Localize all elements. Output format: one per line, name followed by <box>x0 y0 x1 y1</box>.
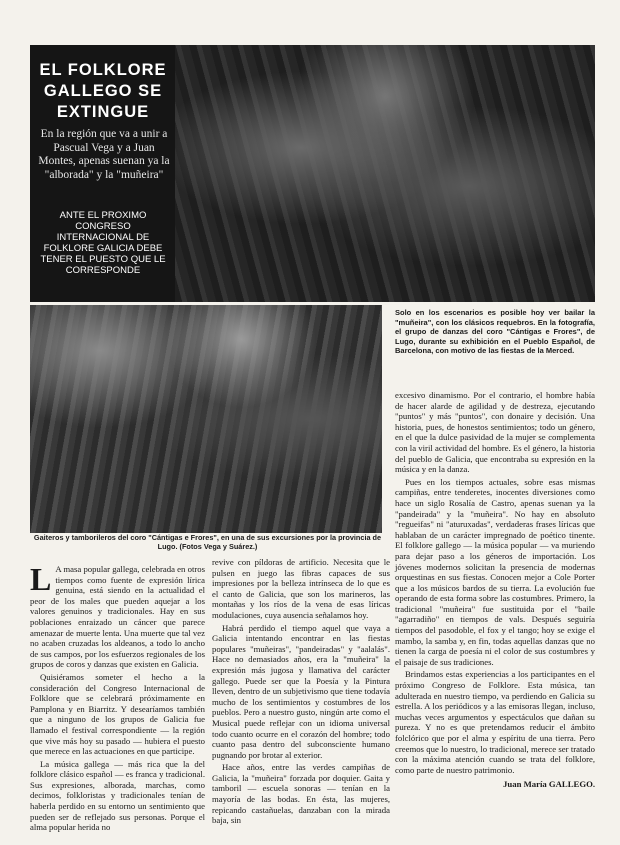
drop-cap: L <box>30 561 52 597</box>
photo-dancers <box>175 45 595 302</box>
article-column-3 <box>395 390 595 792</box>
paragraph: Brindamos estas experiencias a los participantes en el próximo Congreso de Folklore. Esta música, tan adulterada en nuestro tiempo, va perdiendo en Galicia su estrella. A los periódicos y a las emisoras llegan, incluso, muchas veces argumentos y espectáculos que dañan su pureza. Y no es que pretendamos reducir el ámbito folclórico que por el alma y espíritu de una tierra. Pero creemos que lo nuestro, lo tradicional, merece ser tratado con la máxima atención cuando se trata del folklore, como parte de nuestro patrimonio. <box>395 669 595 775</box>
photo-bagpipers <box>30 305 382 533</box>
paragraph: Pues en los tiempos actuales, sobre esas mismas campiñas, entre tenderetes, inocentes diversiones como hace un siglo Rosalía de Castro, apenas suenan ya la "pandeirada" y la "muñeira". No hay en absoluto "regueifas" ni "aturuxadas", verdaderas frases líricas que hablaban de un carácter impregnado de poético tinente. El folklore gallego — la música popular — va muriendo para dejar paso a los géneros de importación. Los jóvenes modernos solicitan la presencia de modernas orquestinas en sus fiestas. Conocen mejor a Cole Porter que a los músicos bardos de su tierra. La evolución fue operando de esta forma sobre las costumbres. Primero, la tradicional "muñeira" fue sustituida por el "baile "agarradiño" en tiempos de vals. Después seguiría tiempos del pasodoble, el fox y el tango; hoy se exige el mambo, la samba y, en fin, todas aquellas danzas que no tienen la carga de poesía ni el color de sus costumbres y el paisaje de sus tradiciones. <box>395 476 595 667</box>
paragraph: La música gallega — más rica que la del folklore clásico español — es franca y tradicional. Sus expresiones, alborada, marchas, como decimos, folkloristas y tradicionales tenían de haberla perdido en su entorno un sentimiento que pueden ser de reflejado sus personas. Porque el alma popular herida no <box>30 758 205 833</box>
caption-top-photo: Solo en los escenarios es posible hoy ver bailar la "muñeira", con los clásicos requebros. En la fotografía, el grupo de danzas del coro "Cántigas e Frores", de Lugo, durante su exhibición en el Pueblo Español, de Barcelona, con motivo de las fiestas de la Merced. <box>395 308 595 356</box>
article-column-2 <box>212 557 390 828</box>
paragraph: excesivo dinamismo. Por el contrario, el hombre había de hacer alarde de agilidad y de destreza, ejecutando "puntos" y más "puntos", con donaire y decisión. Una historia, pues, de honestos sentimientos; todo un género, en el que la dulce pasividad de la mujer se complementa con la viril actividad del hombre. Es el género, la historia del pueblo de Galicia, que encontraba su expresión en la música y en la danza. <box>395 390 595 475</box>
article-column-1 <box>30 561 205 835</box>
article-lead: En la región que va a unir a Pascual Vega y a Juan Montes, apenas suenan ya la "alborada" y la "muñeira" <box>38 128 170 181</box>
paragraph: revive con píldoras de artificio. Necesita que le pulsen en juego las fibras capaces de sus impresiones por la belleza intrínseca de lo que es el canto de Galicia, que son los marineros, las montañas y los ríos de la vena de esas líricas modulaciones, cuya ausencia señalamos hoy. <box>212 557 390 620</box>
paragraph: A masa popular gallega, celebrada en otros tiempos como fuente de expresión lírica genuina, está siendo en la actualidad el peor de los males que pueden aquejar a los valores genuinos y tradicionales. Hay en sus poblaciones enraizado un cáncer que parece amenazar de muerte lenta. Una muerte que tal vez no acaben cruzadas los aldeanos, a todo lo ancho de sus campos, por los esfuerzos regionales de los grupos de coros y danzas que existen en Galicia. <box>30 564 205 670</box>
paragraph: Quisiéramos someter el hecho a la consideración del Congreso Internacional de Folklore que se celebrará próximamente en Pamplona y en Biarritz. Y desearíamos también que a ninguno de los grupos de Galicia fue llamado el festival correspondiente — la región que vive más hoy su pasado — hubiera el puesto que merece en las actuaciones en que participe. <box>30 671 205 757</box>
article-title: EL FOLKLORE GALLEGO SE EXTINGUE <box>39 61 167 121</box>
article-subtitle: ANTE EL PROXIMO CONGRESO INTERNACIONAL DE FOLKLORE GALICIA DEBE TENER EL PUESTO QUE LE CORRESPONDE <box>40 210 166 276</box>
paragraph: Hace años, entre las verdes campiñas de Galicia, la "muñeira" forzada por doquier. Gaita y tamboril — escuela sonoras — tenían en la mayoría de las bodas. En ésta, las mujeres, repicando castañuelas, danzaban con la mirada baja, sin <box>212 762 390 826</box>
paragraph: Habrá perdido el tiempo aquel que vaya a Galicia intentando encontrar en las fiestas populares "muñeiras", "pandeiradas" y "aalalás". Hace no demasiados años, era la "muñeira" la expresión más jugosa y llamativa del carácter gallego. Puede ser que la Poesía y la Pintura lleven, dentro de un subjetivismo que tiene todavía mucho de los sentimientos y costumbres de los pueblos. Pero a nuestro gusto, ningún arte como el Musical puede reflejar con un idioma universal todo cuanto ocurre en el corazón del hombre; todo cuanto pasa dentro del subconsciente humano pugnando por brotar al exterior. <box>212 622 390 760</box>
author-signature: Juan María GALLEGO. <box>503 779 595 790</box>
caption-bottom-photo: Gaiteros y tamborileros del coro "Cántigas e Frores", en una de sus excursiones por la provincia de Lugo. (Fotos Vega y Suárez.) <box>33 533 382 551</box>
